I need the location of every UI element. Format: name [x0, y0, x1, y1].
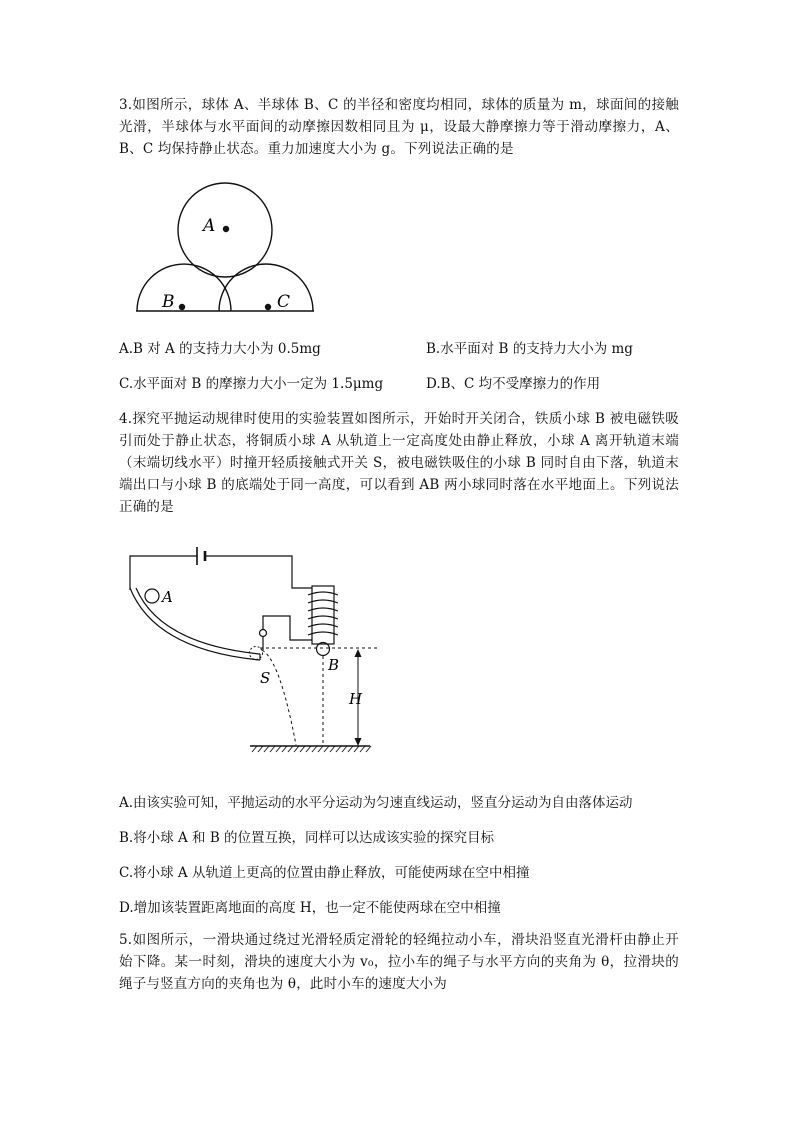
label-a: A	[203, 216, 216, 236]
q5-stem: 5.如图所示，一滑块通过绕过光滑轻质定滑轮的轻绳拉动小车，滑块沿竖直光滑杆由静止开始下降。某一时刻，滑块的速度大小为 v₀，拉小车的绳子与水平方向的夹角为 θ，拉滑块的绳子与竖直方向的夹角也为 θ，此时小车的速度大小为	[119, 932, 679, 992]
q3-option-c: C.水平面对 B 的摩擦力大小一定为 1.5μmg	[119, 376, 384, 392]
trajectory-a	[262, 650, 296, 745]
label-b: B	[328, 656, 340, 674]
switch-wire	[263, 616, 312, 640]
q4-stem: 4.探究平抛运动规律时使用的实验装置如图所示，开始时开关闭合，铁质小球 B 被电磁铁吸引而处于静止状态，将铜质小球 A 从轨道上一定高度处由静止释放，小球 A 离开轨道末端（末端切线水平）时撞开轻质接触式开关 S，被电磁铁吸住的小球 B 同时自由下落，轨道末端出口与小球 B 的底端处于同一高度，可以看到 AB 两小球同时落在水平地面上。下列说法正确的是	[119, 411, 679, 515]
q4-figure	[120, 540, 390, 760]
track-outer	[130, 588, 260, 660]
q4-option-c: C.将小球 A 从轨道上更高的位置由静止释放，可能使两球在空中相撞	[119, 865, 530, 881]
label-a: A	[162, 588, 173, 606]
q3-stem: 3.如图所示，球体 A、半球体 B、C 的半径和密度均相同，球体的质量为 m，球面间的接触光滑，半球体与水平面间的动摩擦因数相同且为 μ，设最大静摩擦力等于滑动摩擦力，A、B、C 均保持静止状态。重力加速度大小为 g。下列说法正确的是	[119, 97, 679, 157]
center-dot-c	[265, 304, 271, 310]
ground-hatching	[252, 746, 371, 752]
label-c: C	[277, 292, 291, 312]
q4-option-a: A.由该实验可知，平抛运动的水平分运动为匀速直线运动，竖直分运动为自由落体运动	[119, 795, 633, 811]
electromagnet-core	[312, 586, 334, 644]
q4-option-b: B.将小球 A 和 B 的位置互换，同样可以达成该实验的探究目标	[119, 830, 495, 846]
q3-figure	[130, 178, 320, 318]
switch-contact	[260, 630, 267, 637]
q3-option-b: B.水平面对 B 的支持力大小为 mg	[426, 341, 633, 357]
q4-option-d: D.增加该装置距离地面的高度 H，也一定不能使两球在空中相撞	[119, 900, 501, 916]
hemisphere-c	[219, 264, 313, 311]
ball-a	[145, 589, 159, 603]
q3-option-d: D.B、C 均不受摩擦力的作用	[426, 376, 601, 392]
center-dot-a	[223, 226, 229, 232]
height-arrow-top	[355, 649, 362, 657]
label-s: S	[260, 669, 271, 687]
label-b: B	[162, 292, 175, 312]
hemisphere-b	[137, 264, 231, 311]
height-arrow-bottom	[355, 738, 362, 746]
center-dot-b	[179, 304, 185, 310]
q3-option-a: A.B 对 A 的支持力大小为 0.5mg	[119, 341, 321, 357]
circuit-wire	[130, 556, 312, 590]
label-h: H	[349, 690, 363, 708]
track-inner	[136, 588, 260, 654]
